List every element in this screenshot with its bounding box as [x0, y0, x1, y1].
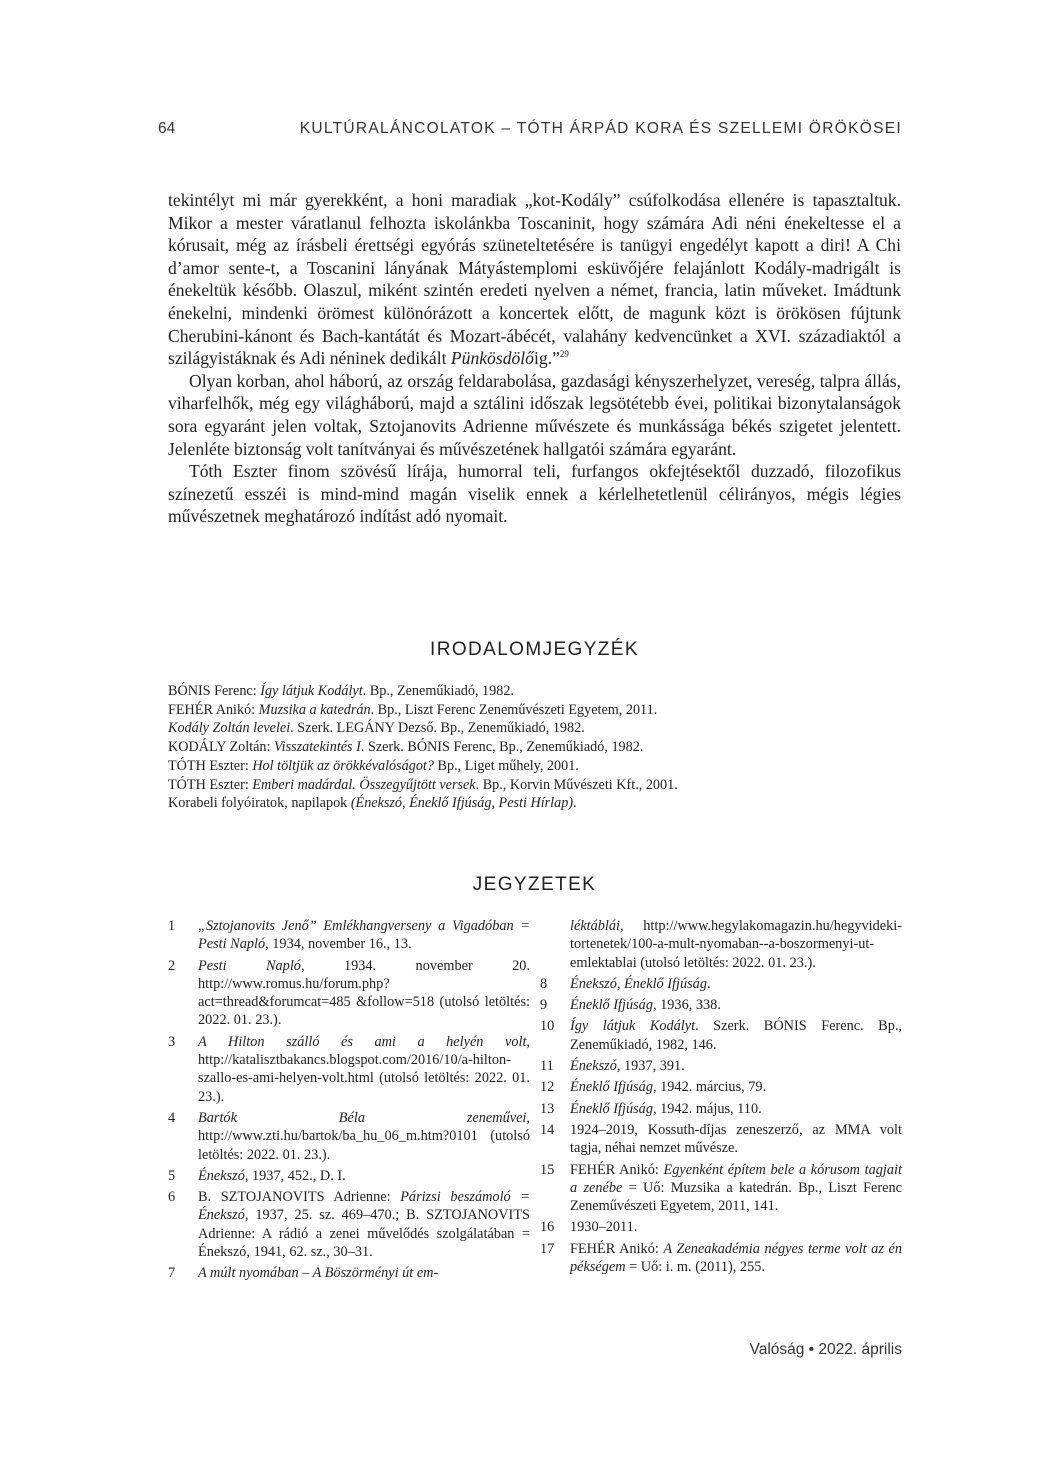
note-text-italic: Éneklő Ifjúság: [570, 997, 653, 1014]
bibliography-title: (Énekszó, Éneklő Ifjúság, Pesti Hírlap): [350, 795, 574, 812]
note-number: 8: [540, 975, 548, 992]
bibliography-title: Kodály Zoltán levelei: [168, 720, 291, 737]
note-number: 5: [168, 1167, 176, 1184]
note-number: 9: [540, 997, 548, 1014]
note-number: 6: [168, 1189, 176, 1206]
note-text-rest: = Uő: Muzsika a katedrán. Bp., Liszt Ferenc Zeneművészeti Egyetem, 2011, 141.: [570, 1179, 902, 1215]
paragraph-1-text: tekintélyt mi már gyerekként, a honi maradiak „kot-Kodály” csúfolkodása ellenére is tapasztaltuk. Mikor a mester váratlanul felhozta iskolánkba Toscaninit, hogy számára Adi néni énekeltesse el a kórusait, még az írásbeli érettségi egyórás szüneteltetésére is tanügyi engedélyt kapott a diri! A Chi d’amor sente-t, a Toscanini lányának Mátyástemplomi esküvőjére felajánlott Kodály-madrigált is énekeltük később. Olaszul, miként szintén eredeti nyelven a német, francia, latin műveket. Imádtunk énekelni, mindenki örömest különórázott a koncertek előtt, de magunk közt is örökösen fújtunk Cherubini-kánont és Bach-kantátát és Mozart-ábécét, valahány kedvencünket a XVI. századiaktól a szilágyistáknak és Adi néninek dedikált: [168, 190, 901, 369]
note-item: [168, 1188, 530, 1261]
notes-column-left: [168, 917, 530, 1286]
note-text: [570, 1240, 902, 1277]
notes-column-right: [540, 917, 902, 1279]
bibliography-details: . Bp., Zeneműkiadó, 1982.: [362, 683, 514, 699]
bibliography-heading: IRODALOMJEGYZÉK: [430, 639, 639, 660]
note-item: [168, 917, 530, 954]
note-text: [570, 1057, 902, 1075]
note-text-rest: , http://www.hegylakomagazin.hu/hegyvideki-tortenetek/100-a-mult-nyomaban--a-boszormenyi-ut-emlektablai (utolsó letöltés: 2022. 01. 23.).: [570, 918, 902, 971]
note-number: 2: [168, 957, 176, 974]
bibliography-author: TÓTH Eszter:: [168, 776, 253, 793]
note-text-rest: , 1937, 391.: [616, 1058, 685, 1075]
note-item: [168, 1264, 530, 1282]
note-text-rest: , 1937, 25. sz. 469–470.; B. SZTOJANOVITS Adrienne: A rádió a zenei művelődés szolgálatában = Énekszó, 1941, 62. sz., 30–31.: [198, 1207, 530, 1261]
note-text-italic: Éneklő Ifjúság: [570, 1100, 653, 1117]
bibliography-title: Hol töltjük az örökkévalóságot?: [252, 757, 434, 774]
bibliography-entry: [168, 776, 901, 795]
note-item: [540, 917, 902, 972]
note-number: 12: [540, 1079, 555, 1096]
note-text-italic: Egyenként építem bele a kórusom tagjait a zenébe: [570, 1161, 902, 1196]
bibliography-entry: [168, 738, 901, 757]
note-text-italic: „Sztojanovits Jenő” Emlékhangverseny a Vigadóban = Pesti Napló: [198, 918, 530, 953]
bibliography-author: Korabeli folyóiratok, napilapok: [168, 795, 351, 812]
note-text-italic: léktáblái: [570, 918, 621, 934]
paragraph-1-end: ig.”: [533, 348, 560, 369]
bibliography-details: . Bp., Korvin Művészeti Kft., 2001.: [475, 776, 678, 793]
note-text: [198, 1033, 530, 1106]
note-text-italic: A Zeneakadémia négyes terme volt az én pékségem: [570, 1240, 902, 1276]
note-number: 15: [540, 1161, 555, 1178]
bibliography-details: . Szerk. BÓNIS Ferenc, Bp., Zeneműkiadó, 1982.: [360, 739, 644, 756]
body-text: [168, 189, 901, 528]
note-text: [570, 1100, 902, 1118]
note-number: 3: [168, 1033, 176, 1050]
note-text: [198, 1167, 530, 1185]
note-number: 16: [540, 1219, 555, 1236]
bibliography-title: Így látjuk Kodályt: [260, 683, 363, 699]
note-text-plain: FEHÉR Anikó:: [570, 1240, 664, 1257]
note-item: [540, 1240, 902, 1277]
note-item: [540, 1078, 902, 1096]
note-text: [570, 1161, 902, 1216]
bibliography-author: TÓTH Eszter:: [168, 757, 253, 774]
bibliography-entry: [168, 682, 901, 701]
note-text-rest: , 1937, 452., D. I.: [244, 1167, 346, 1184]
paragraph-1: [168, 189, 901, 370]
note-text-rest: , 1934. november 20. http://www.romus.hu/forum.php?act=thread&forumcat=485 &follow=518 (utolsó letöltés: 2022. 01. 23.).: [198, 957, 530, 1029]
note-item: [168, 1033, 530, 1106]
notes-heading: JEGYZETEK: [472, 874, 597, 895]
note-text-plain: B. SZTOJANOVITS Adrienne:: [198, 1189, 401, 1206]
note-number: 10: [540, 1018, 555, 1035]
note-text: [570, 1017, 902, 1054]
note-text: [198, 957, 530, 1030]
note-number: 11: [540, 1058, 554, 1075]
note-text-italic: Bartók Béla zeneművei: [198, 1109, 527, 1126]
note-text-italic: Párizsi beszámoló = Énekszó: [198, 1189, 530, 1224]
page-number: 64: [158, 120, 176, 137]
bibliography-title: Emberi madárdal. Összegyűjtött versek: [252, 776, 476, 793]
note-text: [570, 917, 902, 972]
bibliography-entry: [168, 794, 901, 813]
note-text-plain: 1924–2019, Kossuth-díjas zeneszerző, az MMA volt tagja, néhai nemzet művésze.: [570, 1121, 902, 1157]
note-item: [540, 975, 902, 993]
note-text: [198, 917, 530, 954]
note-item: [540, 996, 902, 1014]
note-text-italic: A múlt nyomában – A Böszörményi út em-: [198, 1265, 439, 1282]
note-text-rest: , http://katalisztbakancs.blogspot.com/2016/10/a-hilton-szallo-es-ami-helyen-volt.html (utolsó letöltés: 2022. 01. 23.).: [198, 1033, 530, 1105]
note-number: 17: [540, 1240, 555, 1257]
note-item: [540, 1121, 902, 1158]
note-text-rest: .: [706, 975, 711, 992]
note-text-rest: = Uő: i. m. (2011), 255.: [625, 1259, 765, 1276]
note-item: [540, 1161, 902, 1216]
bibliography-entry: [168, 757, 901, 776]
note-item: [168, 957, 530, 1030]
note-text-rest: . Szerk. BÓNIS Ferenc. Bp., Zeneműkiadó, 1982, 146.: [570, 1018, 903, 1053]
note-text-italic: Éneklő Ifjúság: [570, 1079, 653, 1096]
bibliography-list: [168, 682, 901, 813]
note-text-rest: , 1934, november 16., 13.: [265, 936, 412, 953]
note-text-plain: 1930–2011.: [570, 1219, 638, 1236]
note-text-rest: , 1942. május, 110.: [652, 1100, 762, 1117]
bibliography-details: .: [573, 795, 577, 812]
note-text-italic: A Hilton szálló és ami a helyén volt: [198, 1033, 527, 1050]
bibliography-entry: [168, 701, 901, 720]
note-text-rest: , http://www.zti.hu/bartok/ba_hu_06_m.htm?0101 (utolsó letöltés: 2022. 01. 23.).: [198, 1109, 530, 1163]
note-text-italic: Énekszó: [570, 1058, 617, 1075]
note-text-rest: , 1936, 338.: [652, 997, 721, 1014]
bibliography-details: Bp., Liget műhely, 2001.: [433, 757, 579, 774]
note-number: 13: [540, 1100, 555, 1117]
bibliography-entry: [168, 719, 901, 738]
note-text-italic: Így látjuk Kodályt: [570, 1018, 696, 1035]
bibliography-title: Muzsika a katedrán: [258, 701, 371, 718]
note-item: [540, 1017, 902, 1054]
note-text: [570, 996, 902, 1014]
note-text: [198, 1109, 530, 1164]
note-text: [198, 1264, 530, 1282]
bibliography-author: BÓNIS Ferenc:: [168, 683, 261, 699]
note-item: [540, 1100, 902, 1118]
note-item: [540, 1057, 902, 1075]
note-text: [570, 1121, 902, 1158]
paragraph-1-italic: Pünkösdölő: [450, 348, 534, 369]
bibliography-details: . Szerk. LEGÁNY Dezső. Bp., Zeneműkiadó, 1982.: [290, 720, 585, 737]
running-title: KULTÚRALÁNCOLATOK – TÓTH ÁRPÁD KORA ÉS SZELLEMI ÖRÖKÖSEI: [299, 120, 902, 137]
note-text: [198, 1188, 530, 1261]
running-header: [158, 120, 902, 144]
note-text-italic: Énekszó, Éneklő Ifjúság: [570, 975, 707, 992]
bibliography-details: . Bp., Liszt Ferenc Zeneművészeti Egyetem, 2011.: [370, 701, 658, 718]
note-item: [168, 1109, 530, 1164]
note-text-plain: FEHÉR Anikó:: [570, 1161, 664, 1178]
paragraph-2: Olyan korban, ahol háború, az ország feldarabolása, gazdasági kényszerhelyzet, vereség, talpra állás, viharfelhők, még egy világháború, majd a sztálini időszak legsötétebb évei, politikai bizonytalanságok sora egyaránt jelen voltak, Sztojanovits Adrienne művészete és munkássága békés szigetet jelentett. Jelenléte biztonság volt tanítványai és művészetének hallgatói számára egyaránt.: [168, 370, 901, 459]
note-number: 14: [540, 1121, 555, 1138]
page-footer: Valóság • 2022. április: [749, 1341, 902, 1358]
footnote-ref: 29: [559, 349, 569, 360]
bibliography-author: FEHÉR Anikó:: [168, 701, 259, 718]
note-text: [570, 1078, 902, 1096]
note-number: 1: [168, 918, 176, 934]
note-number: 4: [168, 1109, 176, 1126]
note-text-rest: , 1942. március, 79.: [652, 1079, 767, 1096]
note-text: [570, 975, 902, 993]
bibliography-title: Visszatekintés I: [274, 739, 361, 756]
note-item: [540, 1218, 902, 1236]
note-text: [570, 1218, 902, 1236]
note-number: 7: [168, 1265, 176, 1282]
note-text-italic: Énekszó: [198, 1167, 245, 1184]
paragraph-3: Tóth Eszter finom szövésű lírája, humorral teli, furfangos okfejtésektől duzzadó, filozofikus színezetű esszéi is mind-mind magán viselik ennek a kérlelhetetlenül célirányos, mégis légies művészetnek meghatározó indítást adó nyomait.: [168, 461, 901, 527]
note-text-italic: Pesti Napló: [198, 957, 301, 974]
note-item: [168, 1167, 530, 1185]
bibliography-author: KODÁLY Zoltán:: [168, 739, 275, 756]
